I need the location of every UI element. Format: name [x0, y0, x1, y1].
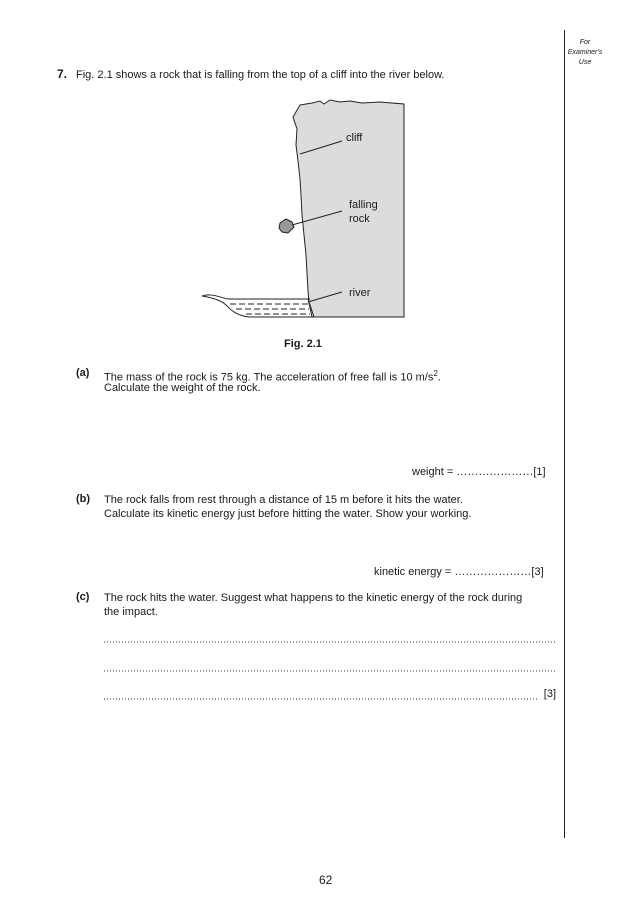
falling-label: falling: [349, 199, 378, 211]
weight-answer-line[interactable]: [412, 466, 546, 478]
part-a-superscript: 2: [433, 369, 438, 378]
dotted-line-2: [104, 661, 556, 673]
part-b-label: (b): [76, 493, 91, 505]
examiner-line-3: Use: [578, 59, 592, 66]
examiner-line-1: For: [579, 39, 591, 46]
river-label: river: [349, 287, 371, 299]
cliff-label: cliff: [346, 132, 363, 144]
examiner-line-2: Examiner's: [567, 49, 603, 56]
part-a-marks: [1]: [533, 466, 546, 478]
part-c-line-1: The rock hits the water. Suggest what happens to the kinetic energy of the rock during: [104, 592, 523, 604]
rock-shape: [279, 219, 294, 233]
rock-label: rock: [349, 213, 370, 225]
answer-line-3[interactable]: [104, 689, 556, 701]
part-a-line-1-end: .: [437, 371, 441, 384]
part-c-label: (c): [76, 591, 90, 603]
part-b-line-2: Calculate its kinetic energy just before hitting the water. Show your working.: [104, 508, 472, 520]
part-b-marks: [3]: [531, 566, 544, 578]
kinetic-energy-answer-label: kinetic energy = …………………: [374, 566, 532, 578]
answer-line-1[interactable]: [104, 632, 556, 644]
cliff-diagram: [190, 95, 415, 327]
part-a-line-2: Calculate the weight of the rock.: [104, 382, 261, 394]
part-a-label: (a): [76, 367, 90, 379]
examiner-margin-line: [564, 30, 565, 838]
page-number: 62: [319, 873, 333, 887]
answer-line-2[interactable]: [104, 661, 556, 673]
question-number: 7.: [57, 67, 68, 81]
dotted-line-3: [104, 689, 538, 701]
part-a-line-1-text: The mass of the rock is 75 kg. The acceleration of free fall is 10 m/s: [104, 371, 434, 384]
question-intro: Fig. 2.1 shows a rock that is falling from the top of a cliff into the river below.: [76, 69, 445, 81]
weight-answer-label: weight = …………………: [412, 466, 534, 478]
part-c-marks: [3]: [543, 689, 556, 700]
kinetic-energy-answer-line[interactable]: [374, 566, 544, 578]
part-b-line-1: The rock falls from rest through a distance of 15 m before it hits the water.: [104, 494, 463, 506]
part-c-line-2: the impact.: [104, 606, 158, 618]
figure-caption: Fig. 2.1: [284, 338, 322, 350]
dotted-line-1: [104, 632, 556, 644]
examiner-use-box: [567, 38, 603, 68]
